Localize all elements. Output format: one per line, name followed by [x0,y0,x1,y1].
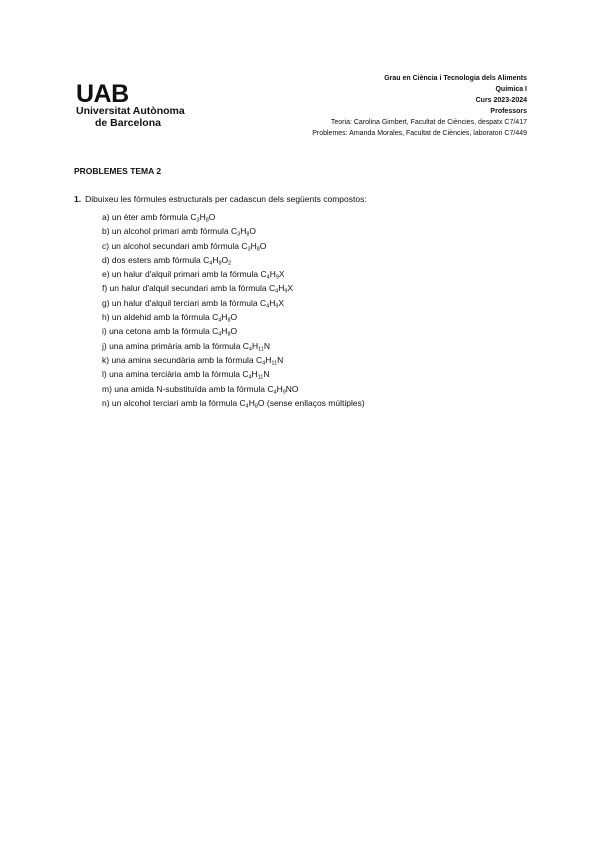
molecular-formula: $C_4H_9NO$ [267,383,299,396]
molecular-formula: $C_4H_{11}N$ [242,369,270,381]
item-text: f) un halur d'alquil secundari amb la fórmula [102,283,269,294]
compound-item [102,239,365,253]
item-text: b) un alcohol primari amb fórmula [102,226,231,237]
question-number: 1. [74,194,82,204]
compound-item [102,267,365,281]
item-note: (sense enllaços múltiples) [264,397,365,408]
logo-university-name: Universitat Autònoma [76,105,185,117]
molecular-formula: $C_3H_8O$ [241,240,267,253]
molecular-formula: $C_4H_{11}N$ [256,354,284,367]
compound-item [102,253,365,267]
header-problems-teacher: Problemes: Amanda Morales, Facultat de Ciències, laboratori C7/449 [312,130,527,137]
item-text: m) una amida N-substituïda amb la fórmula [102,383,268,394]
compound-list [102,210,365,410]
item-text: d) dos esters amb fórmula [102,254,204,265]
item-text: l) una amina terciària amb la fórmula [102,369,243,380]
molecular-formula: $C_4H_9X$ [269,283,294,295]
page-title: PROBLEMES TEMA 2 [74,166,162,176]
molecular-formula: $C_4H_9X$ [260,297,285,310]
header-degree: Grau en Ciència i Tecnologia dels Aliments [384,75,527,82]
item-text: k) una amina secundària amb la fórmula [102,354,257,365]
item-text: n) un alcohol terciari amb la fórmula [102,397,240,408]
molecular-formula: $C_4H_{11}N$ [242,340,270,353]
item-text: c) un alcohol secundari amb fórmula [102,240,242,251]
header-theory-teacher: Teoria: Carolina Gimbert, Facultat de Ciències, despatx C7/417 [330,119,527,126]
compound-item [102,296,365,310]
compound-item [102,382,365,396]
question-1 [74,194,367,204]
question-text: Dibuixeu les fórmules estructurals per cadascun dels següents compostos: [85,194,367,204]
molecular-formula: $C_4H_9X$ [260,269,285,281]
compound-item [102,324,365,338]
compound-item [102,339,365,353]
header-professors-label: Professors [490,108,527,115]
course-header [312,73,527,139]
item-text: i) una cetona amb la fórmula [102,326,213,337]
item-text: g) un halur d'alquil terciari amb la fórmula [102,297,261,308]
molecular-formula: $C_3H_8O$ [190,212,216,224]
uab-logo [76,82,206,129]
header-subject: Química I [495,86,527,93]
molecular-formula: $C_4H_8O$ [239,397,265,410]
molecular-formula: $C_4H_8O$ [212,326,238,338]
compound-item [102,310,365,324]
item-text: j) una amina primària amb la fórmula [102,340,243,351]
compound-item [102,210,365,224]
logo-city: de Barcelona [95,116,161,129]
molecular-formula: $C_4H_8O_2$ [203,254,232,267]
compound-item [102,367,365,381]
item-text: a) un èter amb fórmula [102,212,191,222]
item-text: e) un halur d'alquil primari amb la fórmula [102,269,261,280]
compound-item [102,281,365,295]
compound-item [102,396,365,410]
header-year: Curs 2023-2024 [475,97,527,104]
compound-item [102,353,365,367]
item-text: h) un aldehid amb la fórmula [102,312,213,323]
molecular-formula: $C_4H_8O$ [212,312,238,324]
molecular-formula: $C_3H_8O$ [230,226,257,238]
logo-mark: UAB [76,80,129,108]
compound-item [102,224,365,238]
